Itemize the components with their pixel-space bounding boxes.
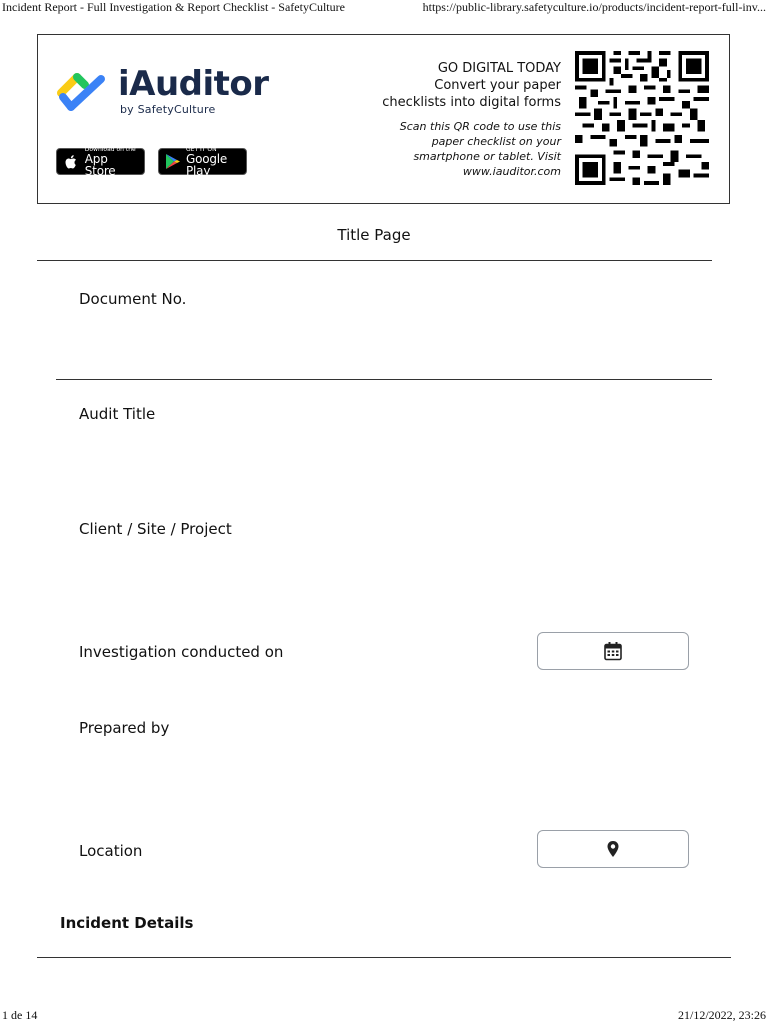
investigation-date-label: Investigation conducted on bbox=[79, 643, 284, 661]
promo-line-1: Convert your paper bbox=[434, 78, 561, 93]
google-play-small-text: GET IT ON bbox=[186, 145, 217, 153]
document-no-divider bbox=[56, 379, 712, 380]
print-header bbox=[0, 0, 768, 16]
incident-details-heading: Incident Details bbox=[60, 914, 194, 932]
scan-line-4: www.iauditor.com bbox=[462, 165, 561, 178]
print-footer bbox=[0, 1008, 768, 1024]
section-divider bbox=[37, 260, 712, 261]
brand-name: iAuditor bbox=[118, 64, 269, 104]
scan-line-1: Scan this QR code to use this bbox=[399, 120, 561, 133]
calendar-icon bbox=[603, 641, 623, 661]
scan-line-3: smartphone or tablet. Visit bbox=[413, 150, 561, 163]
apple-icon bbox=[63, 153, 80, 171]
section-title: Title Page bbox=[337, 226, 411, 244]
app-store-small-text: Download on the bbox=[84, 145, 136, 153]
qr-code-icon bbox=[572, 51, 712, 185]
google-play-big-text: Google Play bbox=[186, 151, 228, 178]
print-datetime: 21/12/2022, 23:26 bbox=[677, 1008, 766, 1022]
promo-line-2: checklists into digital forms bbox=[382, 95, 561, 110]
scan-line-2: paper checklist on your bbox=[431, 135, 561, 148]
client-site-project-label: Client / Site / Project bbox=[79, 520, 232, 538]
print-page-title: Incident Report - Full Investigation & Report Checklist - SafetyCulture bbox=[2, 0, 345, 14]
document-no-label: Document No. bbox=[79, 290, 187, 308]
iauditor-logo-icon bbox=[55, 69, 109, 121]
audit-title-label: Audit Title bbox=[79, 405, 156, 423]
promo-headline: GO DIGITAL TODAY bbox=[437, 61, 561, 76]
location-label: Location bbox=[79, 842, 143, 860]
brand-subtitle: by SafetyCulture bbox=[120, 103, 216, 116]
investigation-date-field[interactable] bbox=[537, 632, 689, 670]
map-pin-icon bbox=[606, 840, 620, 858]
incident-details-divider bbox=[37, 957, 731, 958]
app-store-badge[interactable] bbox=[56, 145, 145, 178]
app-store-big-text: App Store bbox=[84, 151, 116, 178]
page-number: 1 de 14 bbox=[2, 1008, 38, 1022]
promo-text bbox=[382, 60, 561, 179]
location-field[interactable] bbox=[537, 830, 689, 868]
iauditor-banner bbox=[37, 34, 730, 204]
print-page-url: https://public-library.safetyculture.io/products/incident-report-full-inv... bbox=[422, 0, 766, 14]
google-play-icon bbox=[165, 153, 181, 171]
prepared-by-label: Prepared by bbox=[79, 719, 170, 737]
google-play-badge[interactable] bbox=[158, 145, 247, 178]
